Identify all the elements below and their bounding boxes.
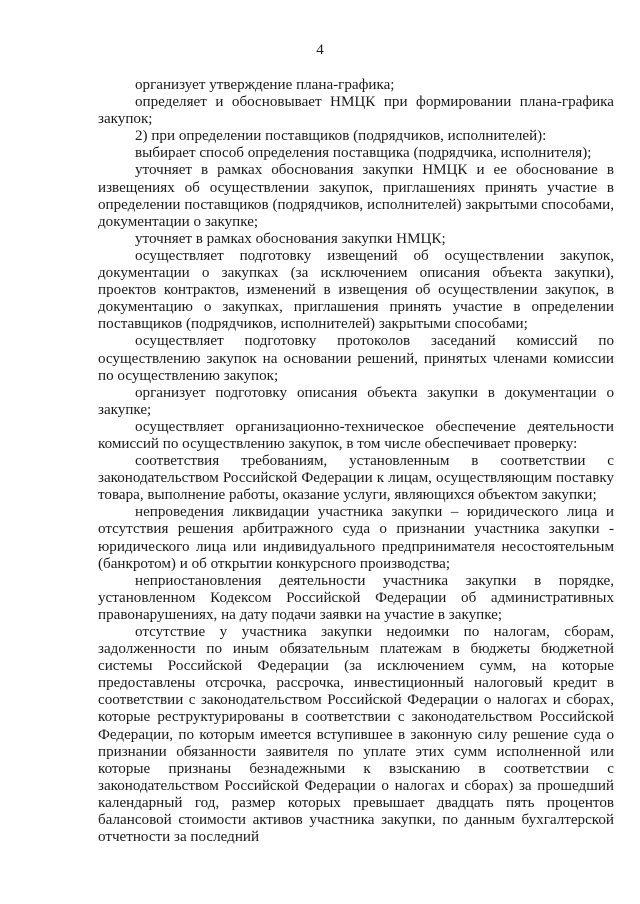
paragraph: осуществляет подготовку извещений об осуществлении закупок, документации о закупках (за исключением описания объекта закупки), проектов контрактов, изменений в извещения об осуществлении закупок, в документацию о закупках, приглашения принять участие в определении поставщиков (подрядчиков, исполнителей) закрытыми способами; (98, 247, 614, 333)
paragraph: отсутствие у участника закупки недоимки по налогам, сборам, задолженности по иным обязательным платежам в бюджеты бюджетной системы Российской Федерации (за исключением сумм, на которые предоставлены отсрочка, рассрочка, инвестиционный налоговый кредит в соответствии с законодательством Российской Федерации о налогах и сборах, которые реструктурированы в соответствии с законодательством Российской Федерации, по которым имеется вступившее в законную силу решение суда о признании обязанности заявителя по уплате этих сумм исполненной или которые признаны безнадежными к взысканию в соответствии с законодательством Российской Федерации о налогах и сборах) за прошедший календарный год, размер которых превышает двадцать пять процентов балансовой стоимости активов участника закупки, по данным бухгалтерской отчетности за последний (98, 624, 614, 846)
document-body (98, 77, 614, 846)
paragraph: осуществляет организационно-техническое обеспечение деятельности комиссий по осуществлению закупок, в том числе обеспечивает проверку: (98, 418, 614, 452)
paragraph: осуществляет подготовку протоколов заседаний комиссий по осуществлению закупок на основании решений, принятых членами комиссии по осуществлению закупок; (98, 333, 614, 384)
page-number: 4 (316, 42, 324, 58)
paragraph: непроведения ликвидации участника закупки – юридического лица и отсутствия решения арбитражного суда о признании участника закупки - юридического лица или индивидуального предпринимателя несостоятельным (банкротом) и об открытии конкурсного производства; (98, 504, 614, 572)
paragraph: уточняет в рамках обоснования закупки НМЦК; (135, 230, 446, 247)
paragraph: выбирает способ определения поставщика (подрядчика, исполнителя); (135, 145, 592, 162)
paragraph: определяет и обосновывает НМЦК при формировании плана-графика закупок; (98, 94, 614, 128)
paragraph: уточняет в рамках обоснования закупки НМЦК и ее обоснование в извещениях об осуществлении закупок, приглашениях принять участие в определении поставщиков (подрядчиков, исполнителей) закрытыми способами, документации о закупке; (98, 162, 614, 230)
paragraph: организует утверждение плана-графика; (135, 77, 395, 93)
paragraph: неприостановления деятельности участника закупки в порядке, установленном Кодексом Российской Федерации об административных правонарушениях, на дату подачи заявки на участие в закупке; (98, 572, 614, 623)
paragraph: 2) при определении поставщиков (подрядчиков, исполнителей): (135, 128, 547, 145)
paragraph: организует подготовку описания объекта закупки в документации о закупке; (98, 384, 614, 418)
paragraph: соответствия требованиям, установленным в соответствии с законодательством Российской Федерации к лицам, осуществляющим поставку товара, выполнение работы, оказание услуги, являющихся объектом закупки; (98, 453, 614, 504)
